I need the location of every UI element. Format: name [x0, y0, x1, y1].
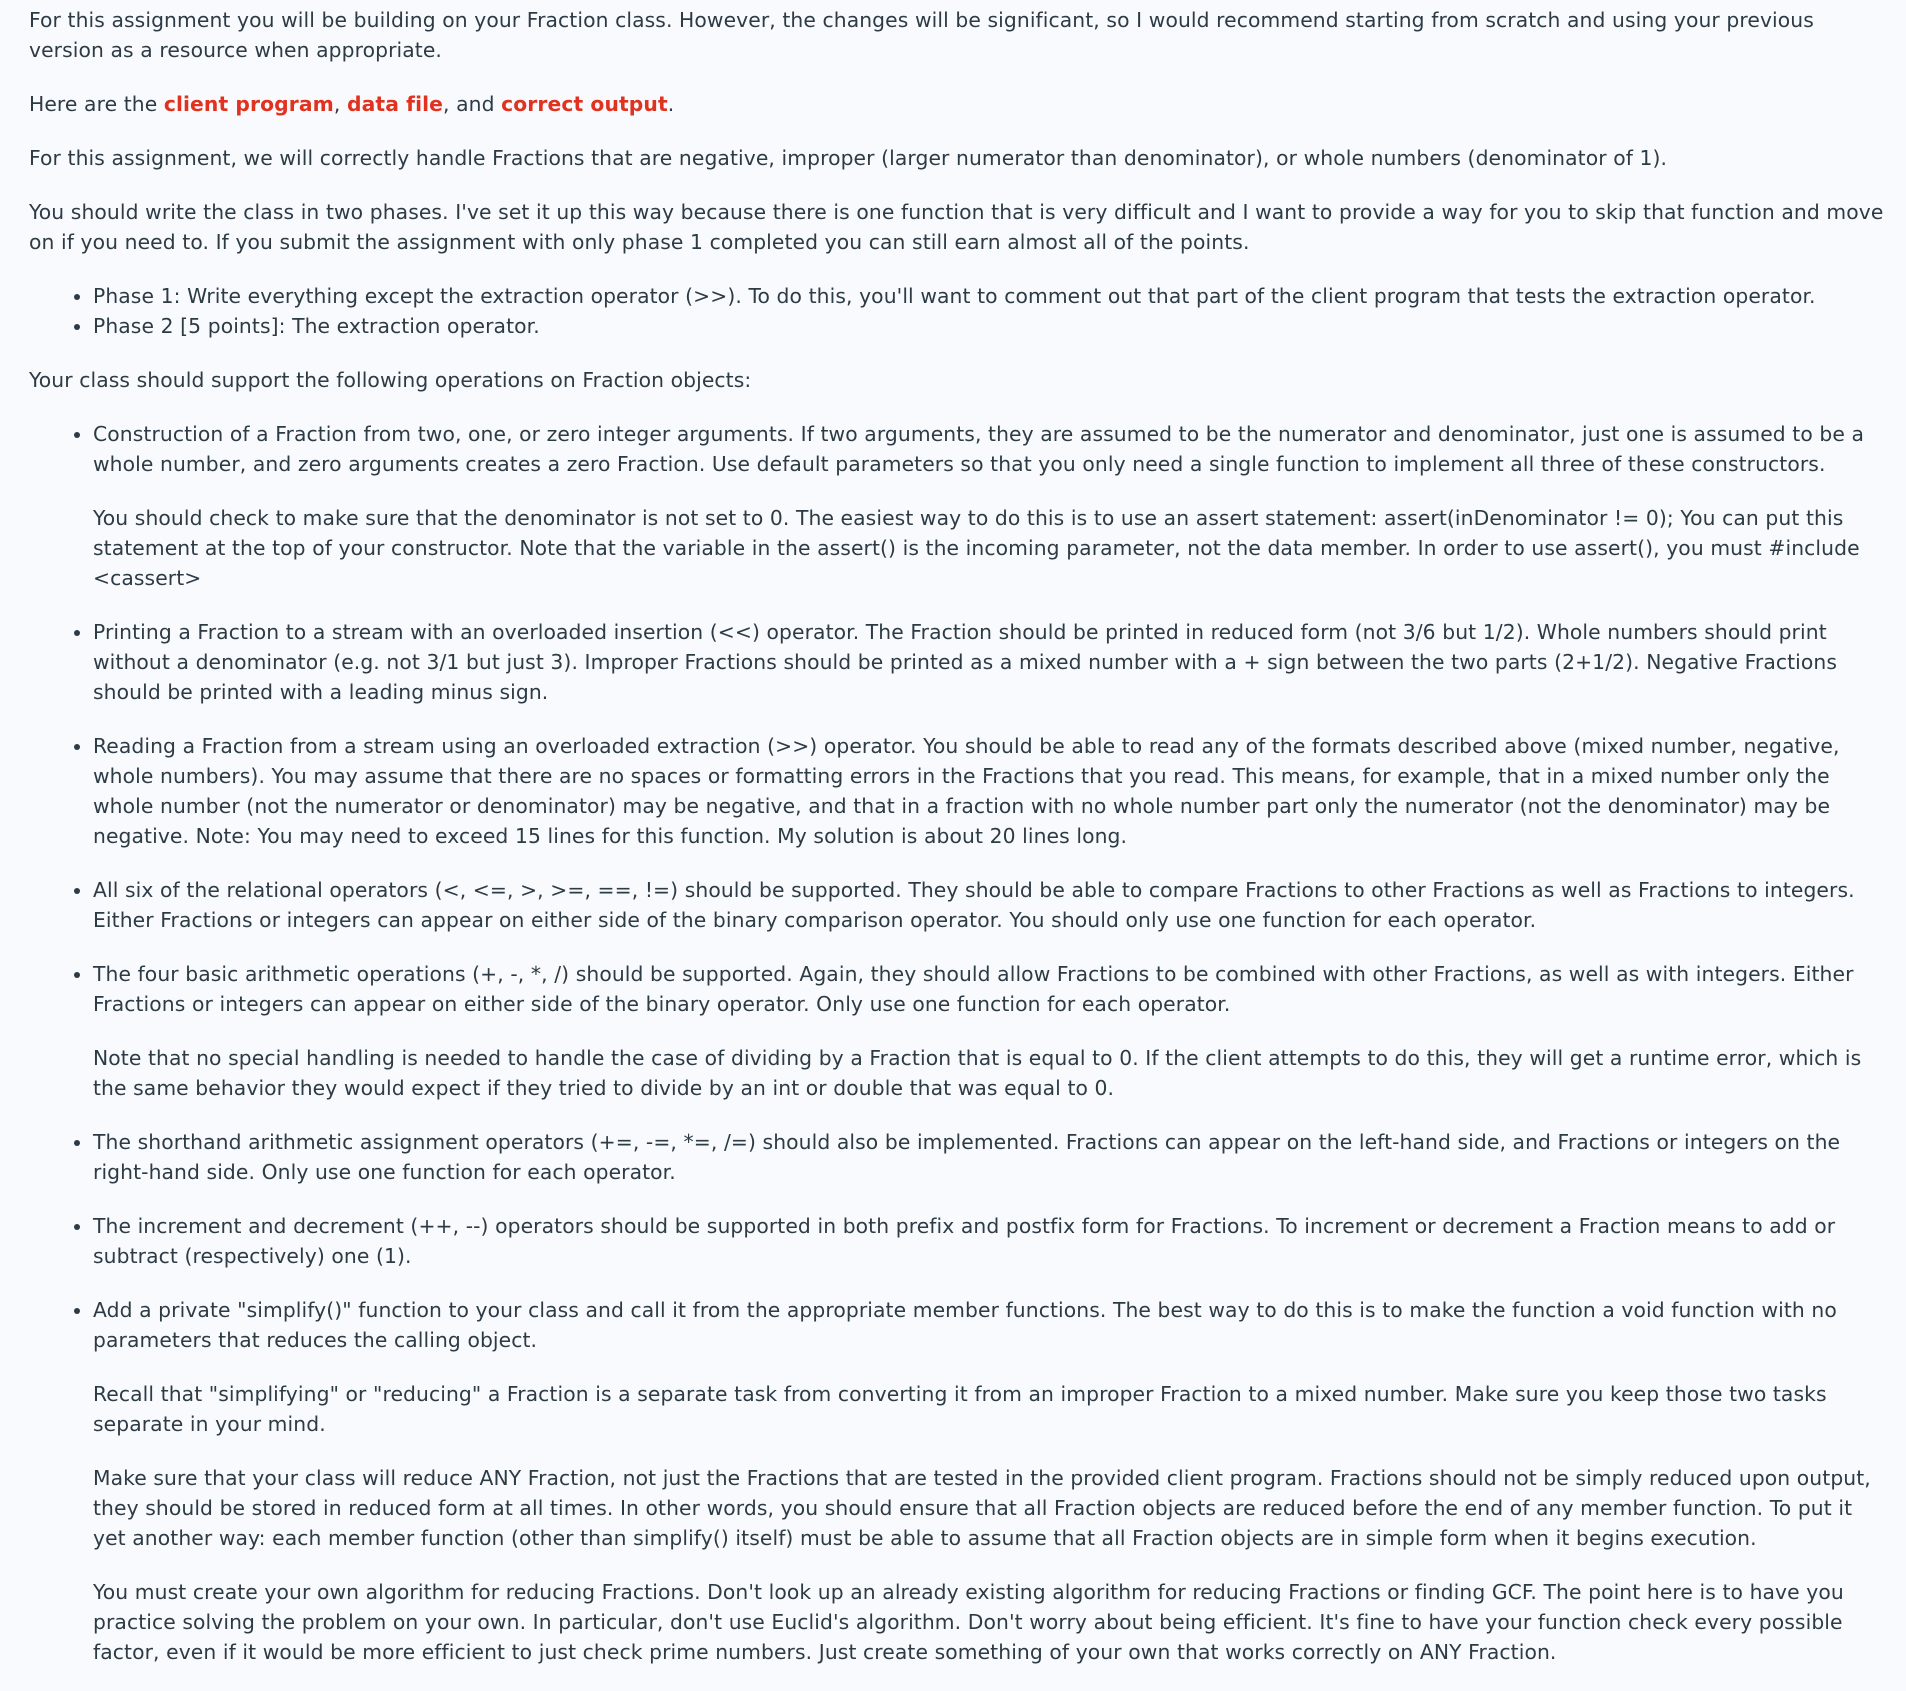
- phase-1-item: • Phase 1: Write everything except the extraction operator (>>). To do this, you'll want to comment out that part of the client program that tests the extraction operator.: [93, 281, 1891, 311]
- resources-prefix: Here are the: [29, 92, 164, 116]
- simplify-note-own-algorithm: You must create your own algorithm for reducing Fractions. Don't look up an already existing algorithm for reducing Fractions or finding GCF. The point here is to have you practice solving the problem on your own. In particular, don't use Euclid's algorithm. Don't worry about being efficient. It's fine to have your function check every possible factor, even if it would be more efficient to just check prime numbers. Just create something of your own that works correctly on ANY Fraction.: [93, 1580, 1844, 1664]
- simplify-note-recall: Recall that "simplifying" or "reducing" a Fraction is a separate task from converting it from an improper Fraction to a mixed number. Make sure you keep those two tasks separate in your mind.: [93, 1382, 1827, 1436]
- simplify-note-any-fraction: Make sure that your class will reduce ANY Fraction, not just the Fractions that are tested in the provided client program. Fractions should not be simply reduced upon output, they should be stored in reduced form at all times. In other words, you should ensure that all Fraction objects are reduced before the end of any member function. To put it yet another way: each member function (other than simplify() itself) must be able to assume that all Fraction objects are in simple form when it begins execution.: [93, 1466, 1871, 1550]
- arithmetic-note: Note that no special handling is needed to handle the case of dividing by a Fraction that is equal to 0. If the client attempts to do this, they will get a runtime error, which is the same behavior they would expect if they tried to divide by an int or double that was equal to 0.: [93, 1046, 1862, 1100]
- phase-2-item: • Phase 2 [5 points]: The extraction operator.: [93, 311, 1891, 341]
- relational-item: • All six of the relational operators (<, <=, >, >=, ==, !=) should be supported. They should be able to compare Fractions to other Fractions as well as Fractions to integers. Either Fractions or integers can appear on either side of the binary comparison operator. You should only use one function for each operator.: [93, 875, 1891, 935]
- arithmetic-text: The four basic arithmetic operations (+, -, *, /) should be supported. Again, they should allow Fractions to be combined with other Fractions, as well as with integers. Either Fractions or integers can appear on either side of the binary operator. Only use one function for each operator.: [93, 962, 1854, 1016]
- construction-text: Construction of a Fraction from two, one, or zero integer arguments. If two arguments, they are assumed to be the numerator and denominator, just one is assumed to be a whole number, and zero arguments creates a zero Fraction. Use default parameters so that you only need a single function to implement all three of these constructors.: [93, 422, 1865, 476]
- assignment-content: [29, 5, 1891, 1691]
- data-file-link[interactable]: data file: [347, 92, 444, 116]
- intro-paragraph: For this assignment you will be building on your Fraction class. However, the changes will be significant, so I would recommend starting from scratch and using your previous version as a resource when appropriate.: [29, 8, 1814, 62]
- construction-note: You should check to make sure that the denominator is not set to 0. The easiest way to do this is to use an assert statement: assert(inDenominator != 0); You can put this statement at the top of your constructor. Note that the variable in the assert() is the incoming parameter, not the data member. In order to use assert(), you must #include <cassert>: [93, 506, 1860, 590]
- client-program-link[interactable]: client program: [163, 92, 334, 116]
- construction-item: [93, 419, 1891, 593]
- increment-item: • The increment and decrement (++, --) operators should be supported in both prefix and postfix form for Fractions. To increment or decrement a Fraction means to add or subtract (respectively) one (1).: [93, 1211, 1891, 1271]
- scope-paragraph: For this assignment, we will correctly handle Fractions that are negative, improper (larger numerator than denominator), or whole numbers (denominator of 1).: [29, 146, 1668, 170]
- resources-separator: ,: [333, 92, 347, 116]
- operations-intro-paragraph: Your class should support the following operations on Fraction objects:: [29, 368, 752, 392]
- reading-item: • Reading a Fraction from a stream using an overloaded extraction (>>) operator. You should be able to read any of the formats described above (mixed number, negative, whole numbers). You may assume that there are no spaces or formatting errors in the Fractions that you read. This means, for example, that in a mixed number only the whole number (not the numerator or denominator) may be negative, and that in a fraction with no whole number part only the numerator (not the denominator) may be negative. Note: You may need to exceed 15 lines for this function. My solution is about 20 lines long.: [93, 731, 1891, 851]
- phases-intro-paragraph: You should write the class in two phases. I've set it up this way because there is one function that is very difficult and I want to provide a way for you to skip that function and move on if you need to. If you submit the assignment with only phase 1 completed you can still earn almost all of the points.: [29, 200, 1884, 254]
- simplify-text: Add a private "simplify()" function to your class and call it from the appropriate member functions. The best way to do this is to make the function a void function with no parameters that reduces the calling object.: [93, 1298, 1837, 1352]
- resources-separator: , and: [443, 92, 502, 116]
- phases-list: [29, 281, 1891, 341]
- operations-list: [29, 419, 1891, 1667]
- arithmetic-item: [93, 959, 1891, 1103]
- resources-paragraph: [29, 89, 1891, 119]
- resources-suffix: .: [667, 92, 675, 116]
- correct-output-link[interactable]: correct output: [501, 92, 668, 116]
- printing-item: • Printing a Fraction to a stream with an overloaded insertion (<<) operator. The Fraction should be printed in reduced form (not 3/6 but 1/2). Whole numbers should print without a denominator (e.g. not 3/1 but just 3). Improper Fractions should be printed as a mixed number with a + sign between the two parts (2+1/2). Negative Fractions should be printed with a leading minus sign.: [93, 617, 1891, 707]
- shorthand-item: • The shorthand arithmetic assignment operators (+=, -=, *=, /=) should also be implemented. Fractions can appear on the left-hand side, and Fractions or integers on the right-hand side. Only use one function for each operator.: [93, 1127, 1891, 1187]
- simplify-item: [93, 1295, 1891, 1667]
